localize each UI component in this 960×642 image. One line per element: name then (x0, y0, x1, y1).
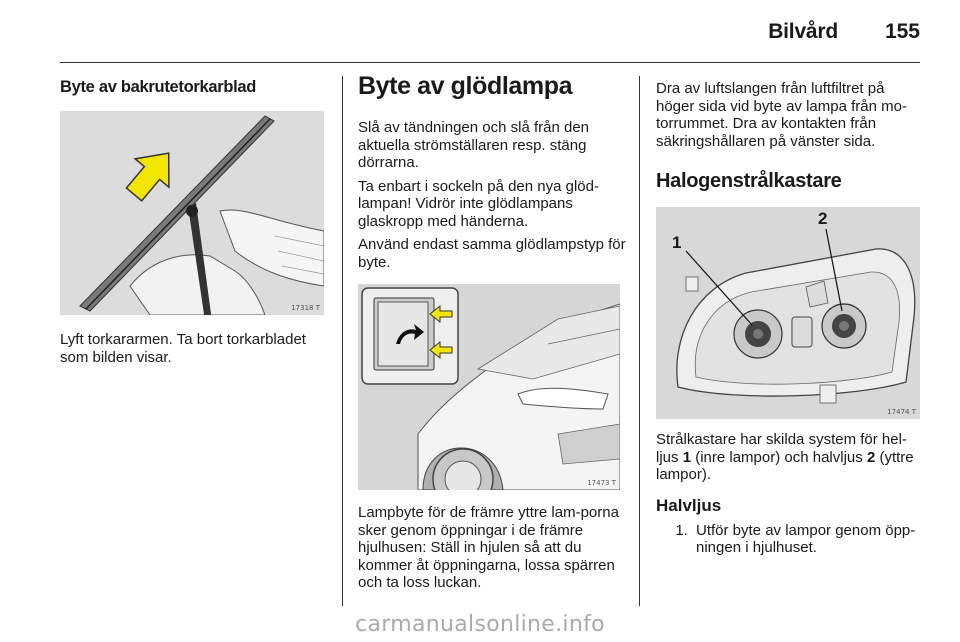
figure-headlamp (656, 207, 920, 419)
watermark: carmanualsonline.info (355, 612, 605, 637)
column-divider-1 (342, 76, 343, 606)
steps-list (656, 522, 920, 557)
figure-wiper-blade (60, 111, 324, 315)
body-text-beams (656, 431, 920, 484)
column-halogen-headlamp (656, 72, 920, 557)
page-number: 155 (884, 20, 920, 43)
text-run: Strålkastare har skilda system för hel-ljus (656, 431, 907, 466)
section-heading-bulb: Byte av glödlampa (358, 72, 573, 100)
body-text: Lampbyte för de främre yttre lam-porna sker genom öppningar i de främre hjulhusen: Ställ in hjulen så att du kommer åt öppningarna, lossa spärren och ta loss luckan. (358, 504, 619, 591)
bold-number: 2 (866, 448, 876, 466)
callout-label-1: 1 (672, 233, 682, 252)
body-text: Dra av luftslangen från luftfiltret på höger sida vid byte av lampa från mo-torrummet. Dra av kontakten från säkringshållaren på vänster sida. (656, 80, 907, 150)
header-rule (60, 62, 920, 63)
column-wiper-blade (60, 72, 332, 366)
text-run: (inre lampor) och halvljus (691, 448, 867, 466)
subheading-low-beam: Halvljus (656, 495, 722, 515)
column-bulb-replacement (358, 72, 626, 592)
page-header-title: Bilvård (768, 20, 838, 43)
figure-id: 17473 T (587, 479, 616, 487)
car-wheel-arch-illustration (358, 284, 620, 490)
step-item: 1. Utför byte av lampor genom öpp-ningen i hjulhuset. (692, 522, 920, 557)
section-heading-halogen: Halogenstrålkastare (656, 170, 842, 192)
figure-id: 17474 T (887, 408, 916, 416)
headlamp-illustration (656, 207, 920, 419)
body-text: Använd endast samma glödlampstyp för byte. (358, 236, 626, 271)
figure-id: 17318 T (291, 304, 320, 312)
text-run: (yttre lampor). (656, 448, 914, 483)
bold-number: 1 (682, 448, 692, 466)
figure-car-wheel-arch (358, 284, 620, 490)
section-heading-wiper: Byte av bakrutetorkarblad (60, 78, 257, 96)
body-text: Ta enbart i sockeln på den nya glöd-lampan! Vidrör inte glödlampans glaskropp med händerna. (358, 177, 599, 230)
body-text: Slå av tändningen och slå från den aktuella strömställaren resp. stäng dörrarna. (358, 119, 589, 171)
wiper-blade-illustration (60, 111, 324, 315)
column-divider-2 (639, 76, 640, 606)
callout-label-2: 2 (818, 209, 828, 228)
body-text: Lyft torkararmen. Ta bort torkarbladet som bilden visar. (60, 331, 306, 366)
